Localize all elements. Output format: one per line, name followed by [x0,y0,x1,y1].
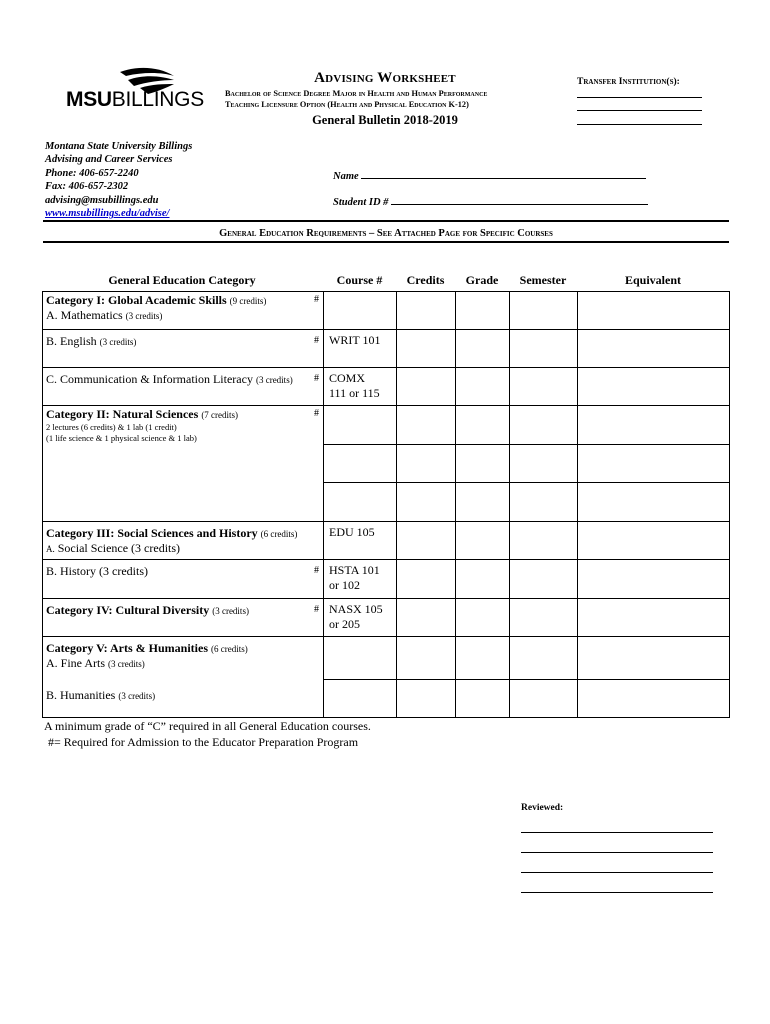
course-cell[interactable] [324,445,397,483]
student-id-input-line[interactable] [391,195,648,205]
column-header-grade: Grade [465,273,499,287]
grade-cell[interactable] [456,680,510,718]
table-row [43,292,730,330]
table-row [43,680,730,718]
minimum-grade-note: A minimum grade of “C” required in all General Education courses. [44,719,371,733]
equivalent-cell[interactable] [578,637,730,680]
contact-block [45,140,192,220]
degree-subtitle-1: Bachelor of Science Degree Major in Health and Human Performance [225,89,488,98]
credits-cell[interactable] [397,637,456,680]
table-row [43,560,730,599]
fax: Fax: 406-657-2302 [45,181,129,193]
equivalent-cell[interactable] [578,445,730,483]
required-marker: # [314,604,319,615]
course-cell[interactable]: EDU 105 [324,522,397,560]
category-cell: B. Humanities (3 credits) [43,680,324,718]
grade-cell[interactable] [456,368,510,406]
course-cell[interactable]: COMX 111 or 115 [324,368,397,406]
grade-cell[interactable] [456,406,510,445]
equivalent-cell[interactable] [578,368,730,406]
equivalent-cell[interactable] [578,406,730,445]
required-marker: # [314,408,319,419]
category-cell: B. History (3 credits) # [43,560,324,599]
course-cell[interactable] [324,406,397,445]
column-header-course: Course # [336,273,383,287]
grade-cell[interactable] [456,483,510,522]
credits-cell[interactable] [397,368,456,406]
credits-cell[interactable] [397,406,456,445]
degree-subtitle-2: Teaching Licensure Option (Health and Physical Education K-12) [225,100,469,109]
credits-cell[interactable] [397,680,456,718]
required-marker: # [314,373,319,384]
reviewed-line-1[interactable] [521,832,713,833]
reviewed-line-4[interactable] [521,892,713,893]
credits-cell[interactable] [397,599,456,637]
table-row [43,599,730,637]
semester-cell[interactable] [510,599,578,637]
required-marker: # [314,335,319,346]
student-id-field [333,195,648,208]
transfer-institution-label: Transfer Institution(s): [577,77,680,87]
gen-ed-table [42,291,730,718]
section-rule-bottom [43,241,729,243]
transfer-line-3[interactable] [577,124,702,125]
column-header-credits: Credits [406,273,445,287]
category-cell: Category V: Arts & Humanities (6 credits) A. Fine Arts (3 credits) [43,637,324,680]
page-title: Advising Worksheet [314,70,456,86]
course-cell[interactable] [324,483,397,522]
grade-cell[interactable] [456,522,510,560]
grade-cell[interactable] [456,292,510,330]
msu-billings-logo [66,66,216,118]
university-name: Montana State University Billings [45,141,193,152]
equivalent-cell[interactable] [578,599,730,637]
credits-cell[interactable] [397,292,456,330]
transfer-line-1[interactable] [577,97,702,98]
semester-cell[interactable] [510,368,578,406]
equivalent-cell[interactable] [578,292,730,330]
bulletin-year: General Bulletin 2018-2019 [312,113,458,127]
name-input-line[interactable] [361,169,646,179]
equivalent-cell[interactable] [578,483,730,522]
required-marker: # [314,294,319,305]
credits-cell[interactable] [397,445,456,483]
course-cell[interactable]: HSTA 101 or 102 [324,560,397,599]
table-row [43,406,730,445]
reviewed-line-3[interactable] [521,872,713,873]
email: advising@msubillings.edu [45,194,159,206]
website-link[interactable]: www.msubillings.edu/advise/ [45,208,170,220]
required-symbol-note: #= Required for Admission to the Educator Preparation Program [48,735,359,749]
section-heading: General Education Requirements – See Attached Page for Specific Courses [219,228,553,239]
name-field [333,169,646,182]
course-cell[interactable]: NASX 105 or 205 [324,599,397,637]
section-rule-top [43,220,729,222]
semester-cell[interactable] [510,522,578,560]
category-cell: B. English (3 credits) # [43,330,324,368]
table-row [43,330,730,368]
grade-cell[interactable] [456,445,510,483]
required-marker: # [314,565,319,576]
course-cell[interactable]: WRIT 101 [324,330,397,368]
grade-cell[interactable] [456,599,510,637]
category-cell: Category IV: Cultural Diversity (3 credits) # [43,599,324,637]
semester-cell[interactable] [510,637,578,680]
office-name: Advising and Career Services [45,154,173,166]
logo-wordmark: MSUBILLINGS [66,88,204,111]
grade-cell[interactable] [456,637,510,680]
credits-cell[interactable] [397,330,456,368]
category-cell: C. Communication & Information Literacy (3 credits) # [43,368,324,406]
semester-cell[interactable] [510,330,578,368]
semester-cell[interactable] [510,406,578,445]
credits-cell[interactable] [397,522,456,560]
column-header-equivalent: Equivalent [624,273,681,287]
reviewed-line-2[interactable] [521,852,713,853]
table-row [43,637,730,680]
transfer-line-2[interactable] [577,110,702,111]
equivalent-cell[interactable] [578,330,730,368]
semester-cell[interactable] [510,560,578,599]
grade-cell[interactable] [456,560,510,599]
semester-cell[interactable] [510,445,578,483]
course-cell[interactable] [324,637,397,680]
category-cell: Category I: Global Academic Skills (9 credits) A. Mathematics (3 credits) # [43,292,324,330]
phone: Phone: 406-657-2240 [45,167,139,179]
table-row [43,522,730,560]
requirements-notes [44,718,371,750]
credits-cell[interactable] [397,483,456,522]
credits-cell[interactable] [397,560,456,599]
reviewed-label: Reviewed: [521,803,564,813]
category-cell: Category III: Social Sciences and History (6 credits) A. Social Science (3 credits) [43,522,324,560]
semester-cell[interactable] [510,483,578,522]
course-cell[interactable] [324,292,397,330]
name-label: Name [333,171,359,182]
equivalent-cell[interactable] [578,680,730,718]
table-row [43,368,730,406]
semester-cell[interactable] [510,680,578,718]
equivalent-cell[interactable] [578,560,730,599]
equivalent-cell[interactable] [578,522,730,560]
column-header-semester: Semester [519,273,567,287]
category-cell: Category II: Natural Sciences (7 credits) 2 lectures (6 credits) & 1 lab (1 credit) (1 life science & 1 physical science & 1 lab) # [43,406,324,522]
semester-cell[interactable] [510,292,578,330]
student-id-label: Student ID # [333,197,389,208]
column-header-category: General Education Category [108,273,256,287]
grade-cell[interactable] [456,330,510,368]
course-cell[interactable] [324,680,397,718]
